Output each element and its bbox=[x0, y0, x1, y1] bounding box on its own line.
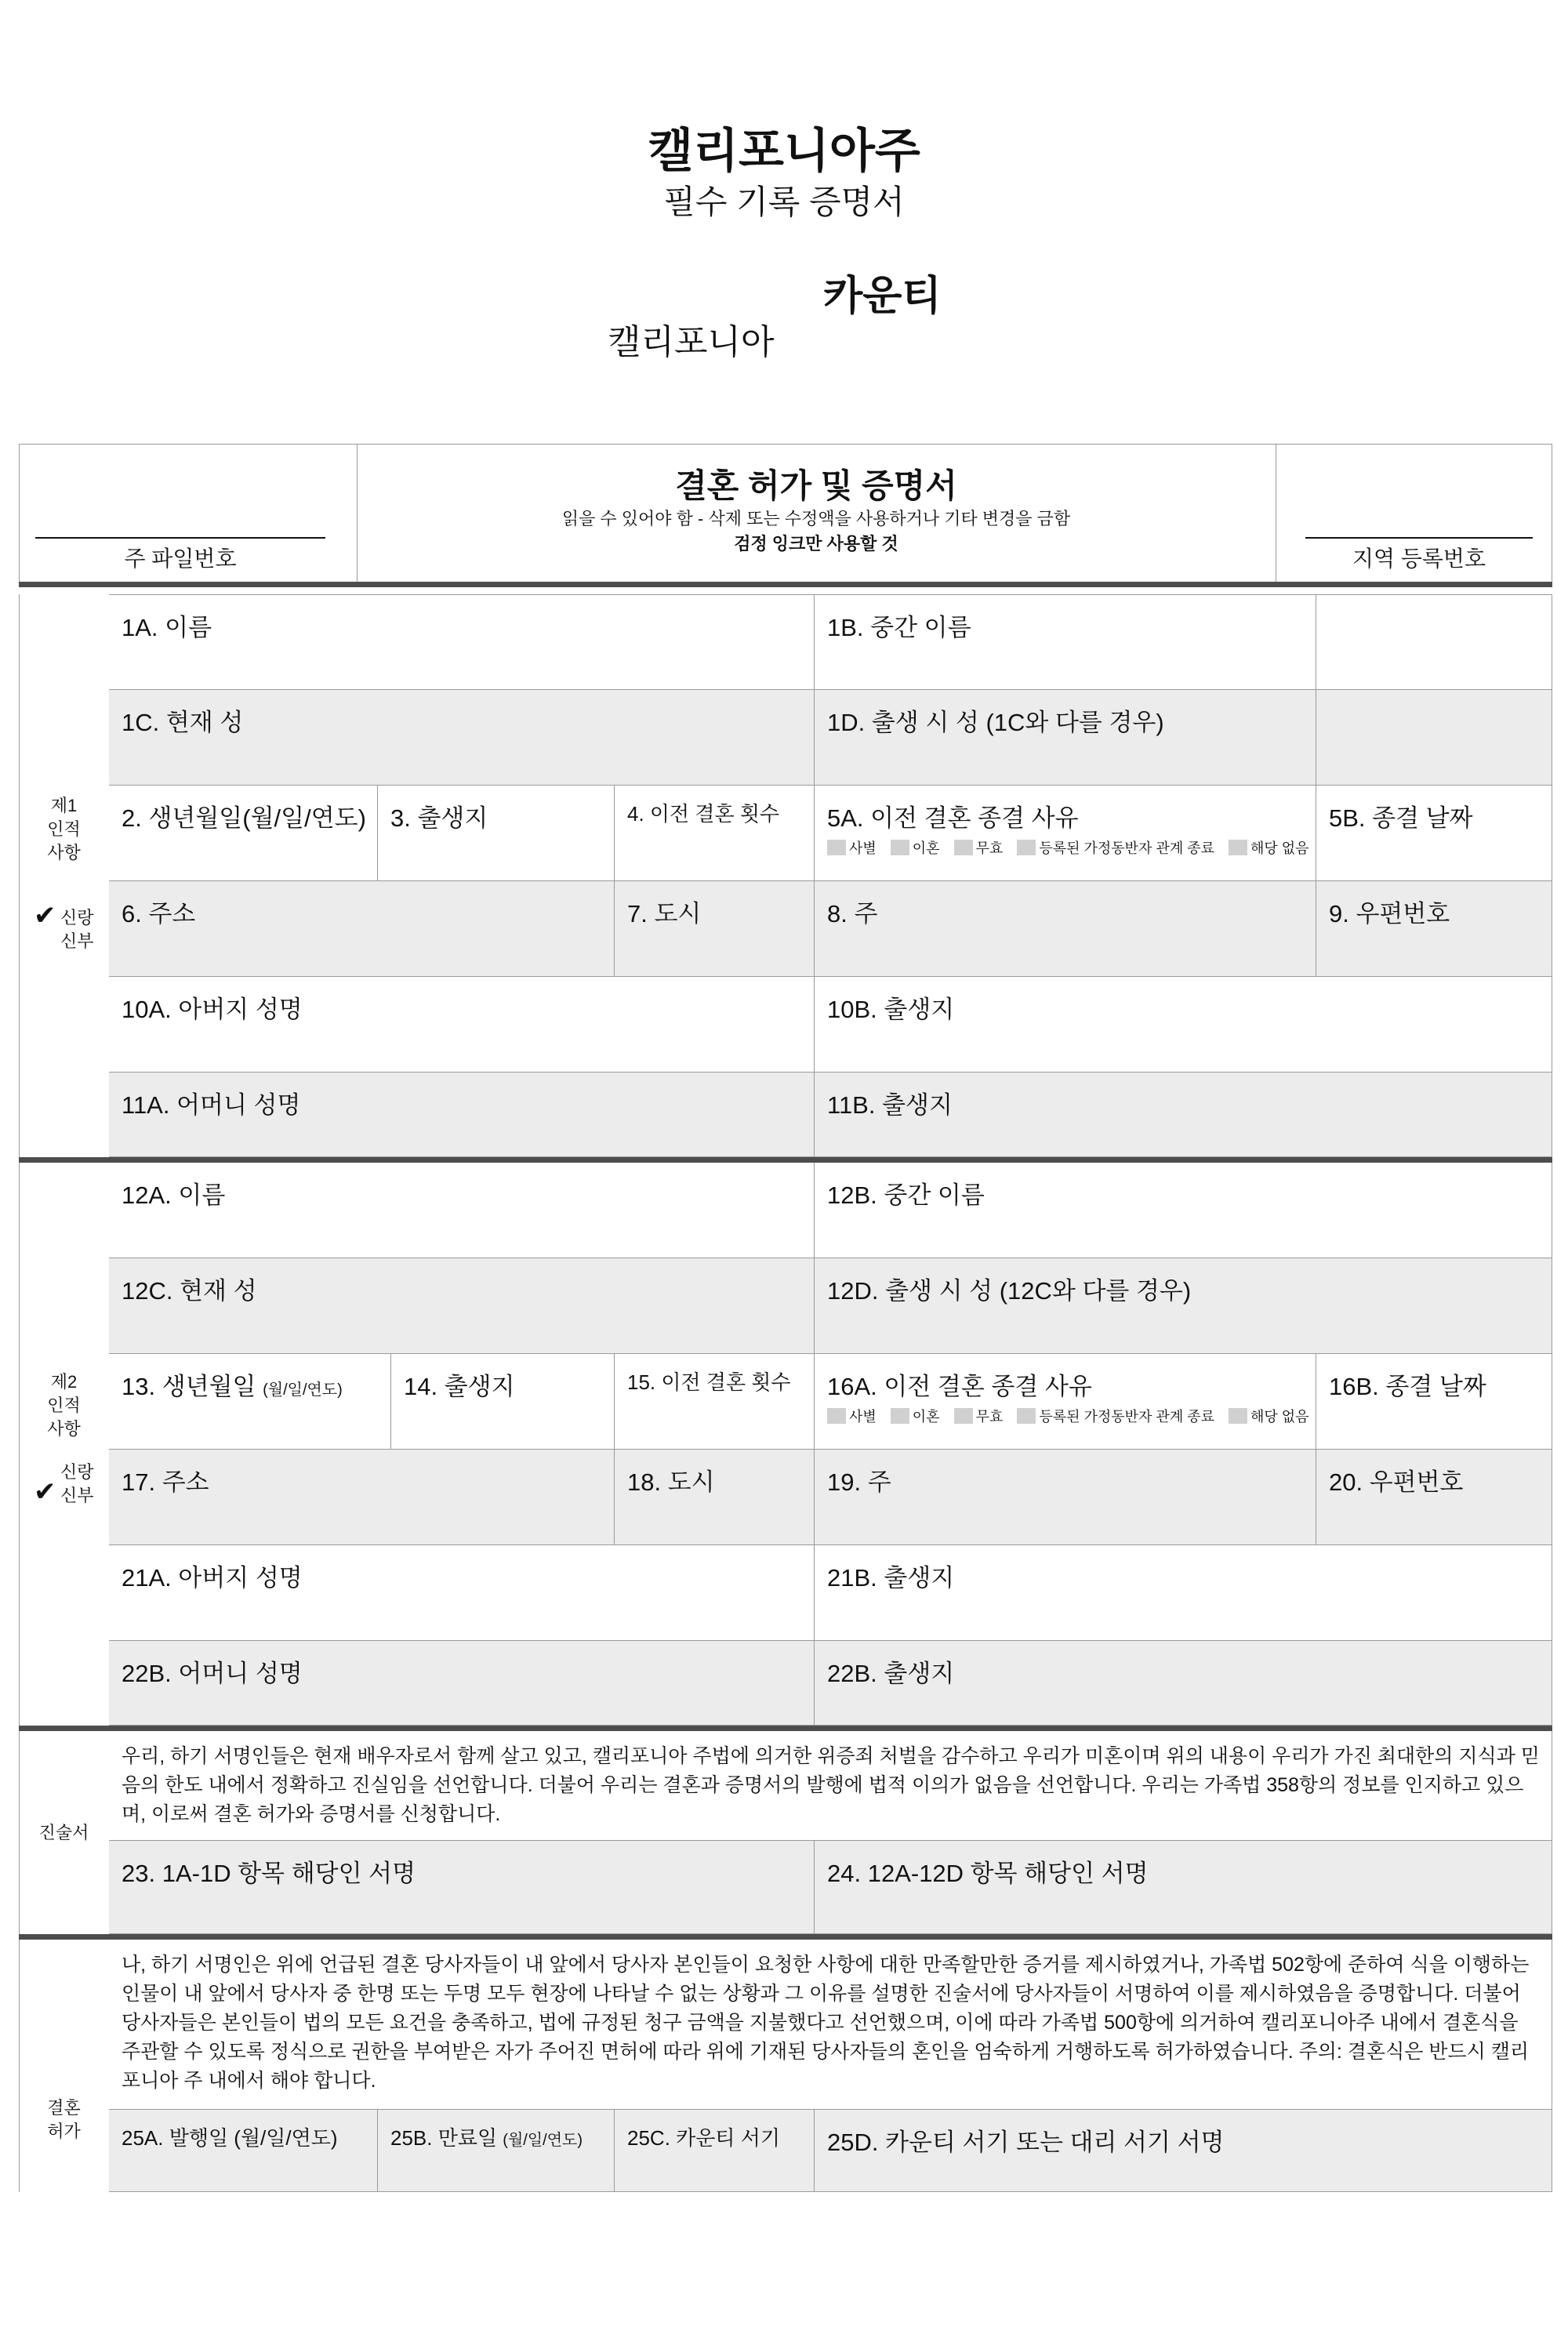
field-18[interactable] bbox=[615, 1450, 815, 1545]
field-5b[interactable] bbox=[1316, 786, 1552, 881]
local-registration-number-label: 지역 등록번호 bbox=[1352, 546, 1486, 571]
form-title: 결혼 허가 및 증명서 bbox=[675, 467, 957, 504]
field-label: 24. 12A-12D 항목 해당인 서명 bbox=[827, 1860, 1149, 1887]
option-checkbox[interactable] bbox=[891, 840, 909, 855]
field-label: 5A. 이전 결혼 종결 사유 bbox=[827, 804, 1079, 832]
field-label: 12C. 현재 성 bbox=[122, 1277, 257, 1305]
field-19[interactable] bbox=[815, 1450, 1316, 1545]
termination-options bbox=[827, 1406, 1309, 1426]
affidavit-text: 우리, 하기 서명인들은 현재 배우자로서 함께 살고 있고, 캘리포니아 주법에 의거한 위증죄 처벌을 감수하고 우리가 미혼이며 위의 내용이 우리가 가진 최대한의 지식과 믿음의 한도 내에서 정확하고 진실임을 선언합니다. 더불어 우리는 결혼과 증명서의 발행에 법적 이의가 없음을 선언합니다. 우리는 가족법 358항의 정보를 인지하고 있으며, 이로써 결혼 허가와 증명서를 신청합니다. bbox=[122, 1745, 1540, 1825]
option-checkbox[interactable] bbox=[954, 1408, 973, 1424]
field-3[interactable] bbox=[378, 786, 615, 881]
party2-section bbox=[19, 1163, 1552, 1726]
option-label: 무효 bbox=[975, 1409, 1004, 1425]
license-section-label: 결혼 허가 bbox=[47, 2098, 81, 2141]
field-label: 17. 주소 bbox=[122, 1468, 209, 1496]
license-text: 나, 하기 서명인은 위에 언급된 결혼 당사자들이 내 앞에서 당사자 본인들이 요청한 사항에 대한 만족할만한 증거를 제시하였거나, 가족법 502항에 준하여 식을 이행하는 인물이 내 앞에서 당사자 중 한명 또는 두명 모두 현장에 나타날 수 없는 상황과 그 이유를 설명한 진술서에 당사자들이 서명하여 이를 제시하였음을 증명합니다. 더불어 당사자들은 본인들이 법의 모든 요건을 충족하고, 법에 규정된 청구 금액을 지불했다고 선언했으며, 이에 따라 가족법 500항에 의거하여 캘리포니아주 내에서 결혼식을 주관할 수 있도록 정식으로 권한을 부여받은 자가 주어진 면허에 따라 위에 기재된 당사자들의 혼인을 엄숙하게 거행하도록 허가하였습니다. 주의: 결혼식은 반드시 캘리포니아 주 내에서 해야 합니다. bbox=[122, 1954, 1530, 2092]
field-label-hint: (월/일/연도) bbox=[503, 2132, 583, 2149]
form-instruction: 읽을 수 있어야 함 - 삭제 또는 수정액을 사용하거나 기타 변경을 금함 bbox=[561, 509, 1071, 528]
field-label: 22B. 출생지 bbox=[827, 1660, 955, 1687]
field-label: 2. 생년월일(월/일/연도) bbox=[122, 804, 366, 832]
section-divider bbox=[19, 1934, 1552, 1940]
county-state-name: 캘리포니아 bbox=[608, 323, 775, 361]
option-label: 이혼 bbox=[912, 840, 940, 856]
field-2[interactable] bbox=[109, 786, 378, 881]
field-label: 12D. 출생 시 성 (12C와 다를 경우) bbox=[827, 1277, 1192, 1305]
field-label: 8. 주 bbox=[827, 900, 878, 927]
option-checkbox[interactable] bbox=[891, 1408, 909, 1424]
license-section bbox=[19, 1940, 1552, 2192]
field-23[interactable] bbox=[109, 1841, 815, 1934]
field-1c[interactable] bbox=[109, 690, 815, 786]
county-title: 카운티 bbox=[823, 274, 942, 319]
empty-cell bbox=[1316, 594, 1552, 690]
bride-checkmark-icon: ✔ bbox=[34, 1477, 56, 1507]
field-label-text: 13. 생년월일 bbox=[122, 1373, 256, 1400]
option-label: 사별 bbox=[849, 840, 877, 856]
option-label: 이혼 bbox=[912, 1409, 940, 1425]
field-label: 9. 우편번호 bbox=[1329, 900, 1450, 927]
option-label: 등록된 가정동반자 관계 종료 bbox=[1039, 1409, 1215, 1425]
termination-options bbox=[827, 837, 1309, 858]
field-14[interactable] bbox=[391, 1354, 615, 1450]
field-25b[interactable] bbox=[378, 2110, 615, 2192]
field-label: 12A. 이름 bbox=[122, 1181, 226, 1209]
field-label: 1A. 이름 bbox=[122, 614, 212, 641]
field-12a[interactable] bbox=[109, 1163, 815, 1258]
field-label: 3. 출생지 bbox=[390, 804, 488, 832]
party1-bride-option[interactable]: 신부 bbox=[60, 931, 94, 951]
field-12b[interactable] bbox=[815, 1163, 1552, 1258]
field-label bbox=[122, 1367, 343, 1402]
local-registration-number-line[interactable] bbox=[1305, 537, 1533, 539]
field-label: 6. 주소 bbox=[122, 900, 196, 927]
field-label: 1D. 출생 시 성 (1C와 다를 경우) bbox=[827, 709, 1164, 736]
field-label-text: 25B. 만료일 bbox=[390, 2126, 498, 2150]
field-label: 21B. 출생지 bbox=[827, 1564, 955, 1592]
field-label: 25C. 카운티 서기 bbox=[627, 2126, 780, 2150]
field-13[interactable] bbox=[109, 1354, 391, 1450]
field-5a[interactable] bbox=[815, 786, 1316, 881]
form-ink-instruction: 검정 잉크만 사용할 것 bbox=[734, 534, 898, 554]
license-statement bbox=[109, 1940, 1552, 2110]
field-10a[interactable] bbox=[109, 977, 815, 1073]
field-label: 1C. 현재 성 bbox=[122, 709, 244, 736]
field-9[interactable] bbox=[1316, 881, 1552, 977]
field-label: 18. 도시 bbox=[627, 1468, 715, 1496]
field-16b[interactable] bbox=[1316, 1354, 1552, 1450]
field-label: 19. 주 bbox=[827, 1468, 891, 1496]
field-22b[interactable] bbox=[815, 1641, 1552, 1726]
field-4[interactable] bbox=[615, 786, 815, 881]
party2-bride-option[interactable]: 신부 bbox=[60, 1486, 94, 1505]
field-17[interactable] bbox=[109, 1450, 615, 1545]
option-label: 등록된 가정동반자 관계 종료 bbox=[1039, 840, 1215, 856]
form-header-box bbox=[19, 444, 1552, 583]
field-label: 5B. 종결 날짜 bbox=[1329, 804, 1473, 832]
field-label: 16B. 종결 날짜 bbox=[1329, 1373, 1486, 1400]
field-25d[interactable] bbox=[815, 2110, 1552, 2192]
affidavit-statement bbox=[109, 1731, 1552, 1841]
party2-section-label: 제2 인적 사항 bbox=[47, 1372, 81, 1439]
field-25a[interactable] bbox=[109, 2110, 378, 2192]
party1-section bbox=[19, 594, 1552, 1157]
field-label: 10A. 아버지 성명 bbox=[122, 996, 303, 1023]
option-checkbox[interactable] bbox=[1229, 840, 1247, 855]
option-checkbox[interactable] bbox=[1229, 1408, 1247, 1424]
field-label: 11B. 출생지 bbox=[827, 1091, 953, 1119]
field-label: 11A. 어머니 성명 bbox=[122, 1091, 301, 1119]
field-10b[interactable] bbox=[815, 977, 1552, 1073]
field-16a[interactable] bbox=[815, 1354, 1316, 1450]
field-label: 20. 우편번호 bbox=[1329, 1468, 1464, 1496]
option-label: 무효 bbox=[975, 840, 1004, 856]
field-11a[interactable] bbox=[109, 1073, 815, 1157]
state-title: 캘리포니아주 bbox=[648, 125, 920, 177]
field-21a[interactable] bbox=[109, 1545, 815, 1641]
field-22a[interactable] bbox=[109, 1641, 815, 1726]
field-label: 25A. 발행일 (월/일/연도) bbox=[122, 2126, 338, 2150]
affidavit-section-label: 진술서 bbox=[38, 1823, 89, 1842]
field-label bbox=[390, 2122, 583, 2151]
field-1a[interactable] bbox=[109, 594, 815, 690]
option-label: 사별 bbox=[849, 1409, 877, 1425]
option-checkbox[interactable] bbox=[954, 840, 973, 855]
option-checkbox[interactable] bbox=[827, 1408, 846, 1424]
field-label: 10B. 출생지 bbox=[827, 996, 955, 1023]
field-label: 15. 이전 결혼 횟수 bbox=[627, 1370, 791, 1394]
field-label: 25D. 카운티 서기 또는 대리 서기 서명 bbox=[827, 2129, 1225, 2156]
party2-groom-option[interactable]: 신랑 bbox=[60, 1462, 94, 1482]
field-12d[interactable] bbox=[815, 1258, 1552, 1354]
field-6[interactable] bbox=[109, 881, 615, 977]
field-label: 1B. 중간 이름 bbox=[827, 614, 971, 641]
field-label-hint: (월/일/연도) bbox=[263, 1381, 343, 1399]
party1-groom-option[interactable]: 신랑 bbox=[60, 908, 94, 927]
field-label: 14. 출생지 bbox=[404, 1373, 515, 1400]
license-side-panel bbox=[19, 1940, 107, 2192]
groom-checkmark-icon: ✔ bbox=[34, 901, 56, 931]
field-label: 23. 1A-1D 항목 해당인 서명 bbox=[122, 1860, 416, 1887]
field-1b[interactable] bbox=[815, 594, 1316, 690]
field-label: 22B. 어머니 성명 bbox=[122, 1660, 303, 1687]
field-label: 16A. 이전 결혼 종결 사유 bbox=[827, 1373, 1092, 1400]
field-20[interactable] bbox=[1316, 1450, 1552, 1545]
field-21b[interactable] bbox=[815, 1545, 1552, 1641]
state-file-number-line[interactable] bbox=[35, 537, 325, 539]
affidavit-side-panel bbox=[19, 1731, 107, 1934]
option-checkbox[interactable] bbox=[1017, 840, 1036, 855]
field-label: 12B. 중간 이름 bbox=[827, 1181, 985, 1209]
section-divider bbox=[19, 1157, 1552, 1163]
field-15[interactable] bbox=[615, 1354, 815, 1450]
option-checkbox[interactable] bbox=[1017, 1408, 1036, 1424]
field-label: 4. 이전 결혼 횟수 bbox=[627, 802, 780, 826]
field-7[interactable] bbox=[615, 881, 815, 977]
field-12c[interactable] bbox=[109, 1258, 815, 1354]
field-1d[interactable] bbox=[815, 690, 1316, 786]
field-11b[interactable] bbox=[815, 1073, 1552, 1157]
field-24[interactable] bbox=[815, 1841, 1552, 1934]
empty-cell bbox=[1316, 690, 1552, 786]
option-label: 해당 없음 bbox=[1250, 840, 1309, 856]
state-file-number-label: 주 파일번호 bbox=[124, 546, 237, 571]
party1-side-panel bbox=[19, 594, 107, 1157]
field-label: 21A. 아버지 성명 bbox=[122, 1564, 303, 1592]
document-subtitle: 필수 기록 증명서 bbox=[663, 183, 905, 220]
party2-side-panel bbox=[19, 1163, 107, 1726]
field-label: 7. 도시 bbox=[627, 900, 702, 927]
option-checkbox[interactable] bbox=[827, 840, 846, 855]
affidavit-section bbox=[19, 1731, 1552, 1934]
section-divider bbox=[19, 1726, 1552, 1731]
party1-section-label: 제1 인적 사항 bbox=[47, 796, 81, 862]
field-25c[interactable] bbox=[615, 2110, 815, 2192]
section-divider bbox=[19, 582, 1552, 587]
option-label: 해당 없음 bbox=[1250, 1409, 1309, 1425]
field-8[interactable] bbox=[815, 881, 1316, 977]
